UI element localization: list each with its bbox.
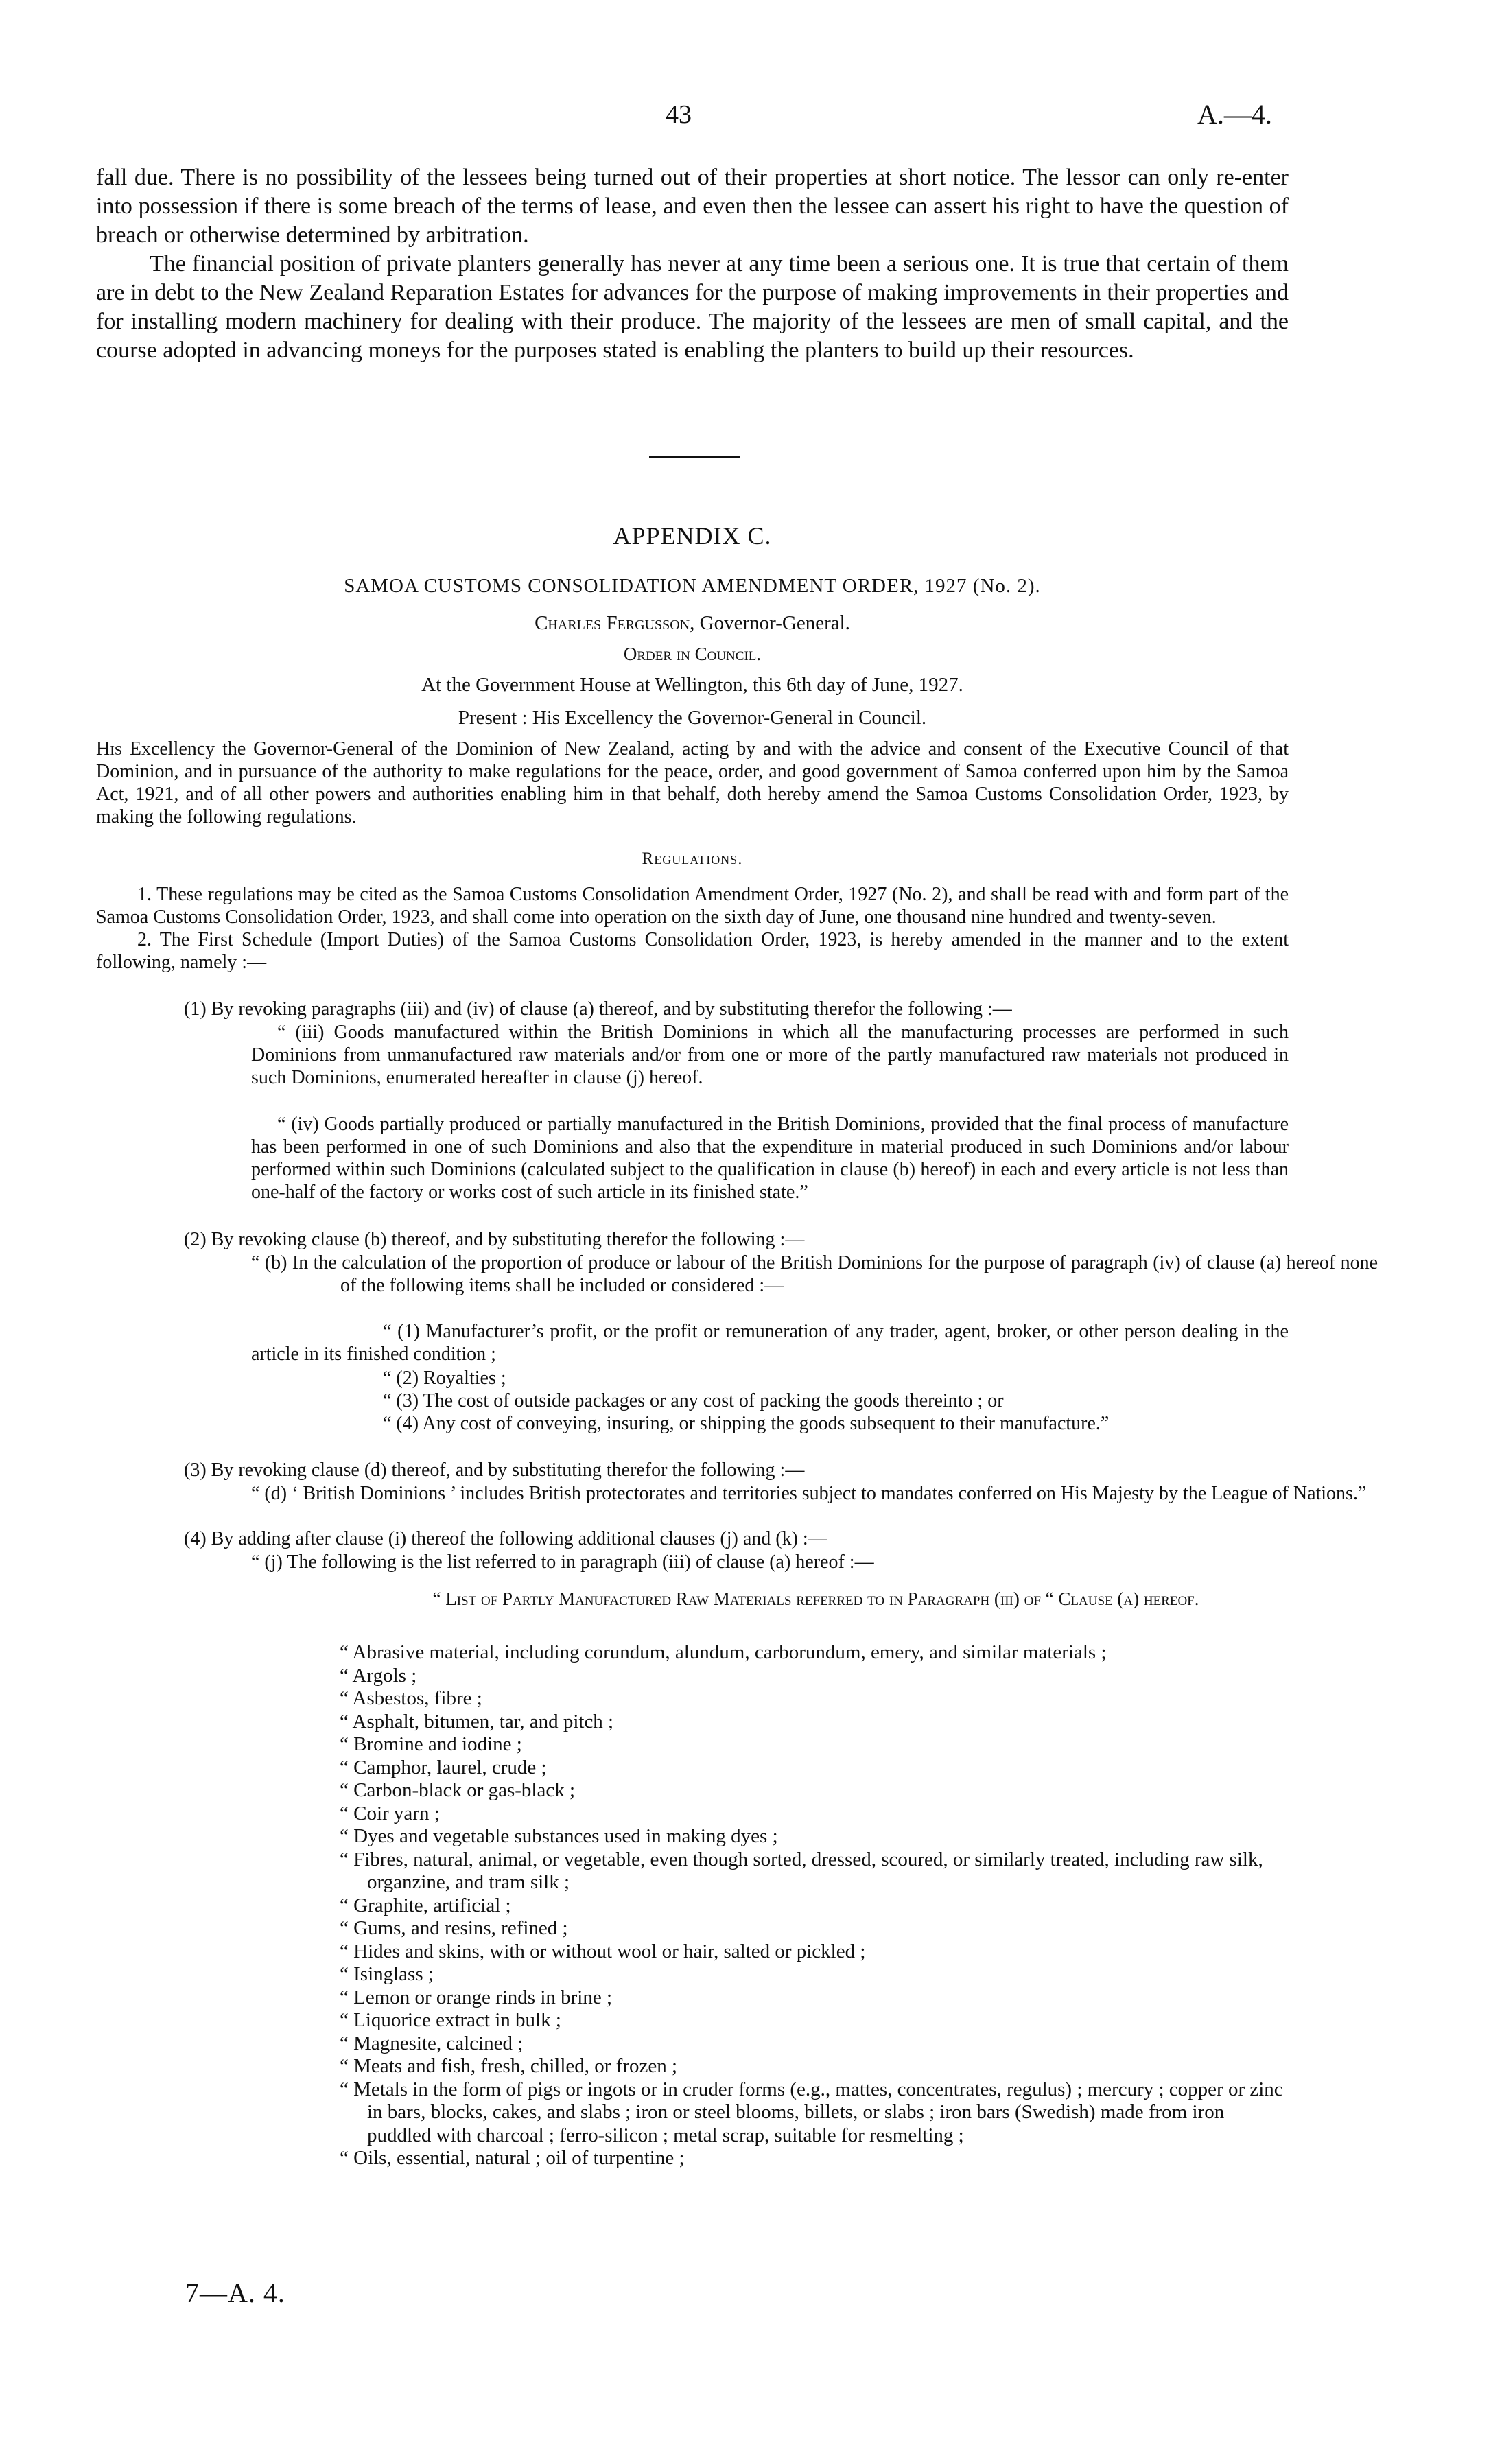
list-item: “ Gums, and resins, refined ; [340,1917,568,1939]
present-line [96,707,1289,729]
list-item: “ Hides and skins, with or without wool or hair, salted or pickled ; [340,1940,866,1962]
list-item: “ Isinglass ; [340,1963,434,1985]
amendment-item-3-d: “ (d) ‘ British Dominions ’ includes British protectorates and territories subject to mandates conferred on His Majesty by the League of Nations.” [251,1483,1367,1504]
continuation-paragraph-1: fall due. There is no possibility of the lessees being turned out of their properties at short notice. The lessor can only re-enter into possession if there is some breach of the terms of lease, and even then the lessee can assert his right to have the question of breach or otherwise determined by arbitration. [96,165,1289,248]
item-2-sub-2: “ (2) Royalties ; [383,1368,506,1389]
footer-code: 7—A. 4. [185,2277,285,2308]
amendment-item-1-iv: “ (iv) Goods partially produced or partially manufactured in the British Dominions, provided that the final process of manufacture has been performed in one of such Dominions and also that the expenditure in material produced in such Dominions and/or labour performed within such Dominions (calculated subject to the qualification in clause (b) hereof) in each and every article is not less than one-half of the factory or works cost of such article in its finished state.” [251,1114,1289,1203]
appendix-title: APPENDIX C. [613,522,772,550]
list-item: “ Liquorice extract in bulk ; [340,2009,561,2031]
governor-title: , Governor-General. [690,612,850,634]
amendment-item-1-iii: “ (iii) Goods manufactured within the British Dominions in which all the manufacturing processes are performed in such Dominions from unmanufactured raw materials and/or from one or more of the partly manufactured raw materials not produced in such Dominions, enumerated hereafter in clause (j) hereof. [251,1022,1289,1088]
preamble-text: Excellency the Governor-General of the Dominion of New Zealand, acting by and with the advice and consent of the Executive Council of that Dominion, and in pursuance of the authority to make regulations for the peace, order, and good government of Samoa conferred upon him by the Samoa Act, 1921, and of all other powers and authorities enabling him in that behalf, doth hereby amend the Samoa Customs Consolidation Order, 1923, by making the following regulations. [96,738,1289,828]
preamble-lead: His [96,738,123,760]
regulation-1: 1. These regulations may be cited as the Samoa Customs Consolidation Amendment Order, 1927 (No. 2), and shall be read with and form part of the Samoa Customs Consolidation Order, 1923, and shall come into operation on the sixth day of June, one thousand nine hundred and twenty-seven. [96,884,1289,928]
materials-list-heading: “ List of Partly Manufactured Raw Materials referred to in Paragraph (iii) of “ Clause (a) hereof. [432,1588,1199,1609]
amendment-item-4: (4) By adding after clause (i) thereof the following additional clauses (j) and (k) :— [184,1528,827,1549]
list-item: “ Oils, essential, natural ; oil of turpentine ; [340,2147,685,2169]
list-item: “ Fibres, natural, animal, or vegetable, even though sorted, dressed, scoured, or similarly treated, including raw silk, organzine, and tram silk ; [340,1848,1263,1893]
list-item: “ Magnesite, calcined ; [340,2032,524,2054]
list-item: “ Asphalt, bitumen, tar, and pitch ; [340,1710,614,1733]
continuation-paragraph-2: The financial position of private planters generally has never at any time been a serious one. It is true that certain of them are in debt to the New Zealand Reparation Estates for advances for the purpose of making improvements in their properties and for installing modern machinery for dealing with their produce. The majority of the lessees are men of small capital, and the course adopted in advancing moneys for the purposes stated is enabling the planters to build up their resources. [96,251,1289,363]
item-2-sub-4: “ (4) Any cost of conveying, insuring, or shipping the goods subsequent to their manufacture.” [383,1413,1110,1434]
amendment-item-4-j: “ (j) The following is the list referred to in paragraph (iii) of clause (a) hereof :— [251,1551,874,1573]
list-item: “ Meats and fish, fresh, chilled, or frozen ; [340,2055,678,2077]
section-divider [649,456,740,458]
amendment-item-2: (2) By revoking clause (b) thereof, and by substituting therefor the following :— [184,1229,805,1250]
item-2-sub-3: “ (3) The cost of outside packages or any cost of packing the goods thereinto ; or [383,1390,1004,1411]
list-item: “ Carbon-black or gas-black ; [340,1779,576,1801]
place-date-line: At the Government House at Wellington, this 6th day of June, 1927. [421,674,963,696]
list-item: “ Asbestos, fibre ; [340,1687,482,1709]
list-item: “ Dyes and vegetable substances used in making dyes ; [340,1825,778,1847]
regulations-1-2 [96,883,1289,974]
present-text: His Excellency the Governor-General in Council. [527,707,927,729]
item-2-sub-1: “ (1) Manufacturer’s profit, or the profit or remuneration of any trader, agent, broker, or other person dealing in the article in its finished condition ; [251,1321,1289,1365]
governor-name: Charles Fergusson [535,612,690,634]
list-item: “ Graphite, artificial ; [340,1894,511,1916]
continuation-text [96,163,1289,365]
amendment-item-3: (3) By revoking clause (d) thereof, and by substituting therefor the following :— [184,1459,805,1481]
present-label: Present : [458,707,528,729]
regulations-heading: Regulations. [642,849,743,868]
amendment-item-2-b: “ (b) In the calculation of the proportion of produce or labour of the British Dominions for the purpose of paragraph (iv) of clause (a) hereof none of the following items shall be included or considered :— [251,1252,1378,1296]
list-item: “ Lemon or orange rinds in brine ; [340,1986,613,2008]
list-item: “ Abrasive material, including corundum, alundum, carborundum, emery, and similar materials ; [340,1641,1107,1663]
list-item: “ Argols ; [340,1664,417,1687]
order-title: SAMOA CUSTOMS CONSOLIDATION AMENDMENT ORDER, 1927 (No. 2). [344,575,1041,597]
list-item: “ Metals in the form of pigs or ingots or in cruder forms (e.g., mattes, concentrates, regulus) ; mercury ; copper or zinc in bars, blocks, cakes, and slabs ; iron or steel blooms, billets, or slabs ; iron bars (Swedish) made from iron puddled with charcoal ; ferro-silicon ; metal scrap, suitable for resmelting ; [340,2078,1283,2146]
document-code: A.—4. [1197,99,1272,130]
list-item: “ Coir yarn ; [340,1802,440,1824]
governor-general-line [96,612,1289,635]
preamble [96,738,1289,828]
page-number: 43 [666,100,692,129]
amendment-item-1: (1) By revoking paragraphs (iii) and (iv) of clause (a) thereof, and by substituting therefor the following :— [184,998,1012,1020]
order-in-council-heading: Order in Council. [623,644,762,664]
regulation-2: 2. The First Schedule (Import Duties) of the Samoa Customs Consolidation Order, 1923, is hereby amended in the manner and to the extent following, namely :— [96,929,1289,973]
materials-list [340,1641,1289,2170]
list-item: “ Camphor, laurel, crude ; [340,1756,547,1779]
list-item: “ Bromine and iodine ; [340,1733,522,1755]
